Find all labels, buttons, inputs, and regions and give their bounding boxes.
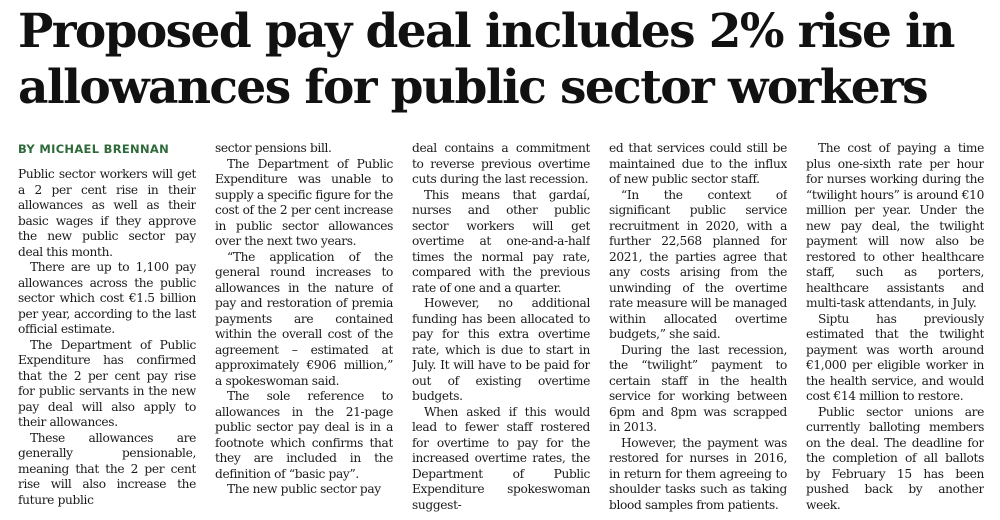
paragraph: Siptu has previously estimated that the twilight payment was worth around €1,000 per eligible worker in the health service, and would cost €14 million to restore. [806,311,984,403]
paragraph: During the last recession, the “twilight” payment to certain staff in the health service for working between 6pm and 8pm was scrapped in 2013. [609,342,787,434]
paragraph: ed that services could still be maintained due to the influx of new public sector staff. [609,141,787,186]
headline-line-2: allowances for public sector workers [18,60,928,115]
article-body [18,141,984,519]
column-5 [806,141,984,519]
paragraph: However, no additional funding has been allocated to pay for this extra overtime rate, which is due to start in July. It will have to be paid for out of existing overtime budgets. [412,296,590,403]
paragraph: However, the payment was restored for nurses in 2016, in return for them agreeing to shoulder tasks such as taking blood samples from patients. [609,435,787,512]
paragraph: “In the context of significant public service recruitment in 2020, with a further 22,568 planned for 2021, the parties agree that any costs arising from the unwinding of the overtime rate measure will be managed within allocated overtime budgets,” she said. [609,187,787,341]
paragraph: The Department of Public Expenditure has confirmed that the 2 per cent pay rise for public servants in the new pay deal will also apply to their allowances. [18,337,196,429]
byline: BY MICHAEL BRENNAN [18,142,169,156]
headline [18,4,988,116]
paragraph: Public sector unions are currently balloting members on the deal. The deadline for the completion of all ballots by February 15 has been pushed back by another week. [806,404,984,512]
paragraph: There are up to 1,100 pay allowances across the public sector which cost €1.5 billion per year, according to the last official estimate. [18,260,196,336]
paragraph: The sole reference to allowances in the 21-page public sector pay deal is in a footnote which confirms that they are included in the definition of “basic pay”. [215,389,393,481]
paragraph: The new public sector pay [227,482,381,496]
paragraph: When asked if this would lead to fewer staff rostered for overtime to pay for the increased overtime rates, the Department of Public Expenditure spokeswoman suggest- [412,404,590,512]
column-3 [412,141,590,519]
column-1 [18,141,196,519]
paragraph: deal contains a commitment to reverse previous overtime cuts during the last recession. [412,141,590,186]
paragraph: The cost of paying a time plus one-sixth rate per hour for nurses working during the “twilight hours” is around €10 million per year. Under the new pay deal, the twilight payment will now also be restored to other healthcare staff, such as porters, healthcare assistants and multi-task attendants, in July. [806,141,984,310]
column-4 [609,141,787,519]
headline-line-1: Proposed pay deal includes 2% rise in [18,4,954,59]
paragraph: This means that gardaí, nurses and other public sector workers will get overtime at one-and-a-half times the normal pay rate, compared with the previous rate of one and a quarter. [412,187,590,295]
paragraph: The Department of Public Expenditure was unable to supply a specific figure for the cost of the 2 per cent increase in public sector allowances over the next two years. [215,156,393,248]
paragraph: sector pensions bill. [215,141,332,155]
paragraph: These allowances are generally pensionable, meaning that the 2 per cent rise will also increase the future public [18,430,196,507]
paragraph: Public sector workers will get a 2 per cent rise in their allowances as well as their basic wages if they approve the new public sector pay deal this month. [18,167,196,259]
paragraph: “The application of the general round increases to allowances in the nature of pay and restoration of premia payments are contained within the overall cost of the agreement – estimated at approximately €906 million,” a spokeswoman said. [215,249,393,388]
column-2 [215,141,393,519]
